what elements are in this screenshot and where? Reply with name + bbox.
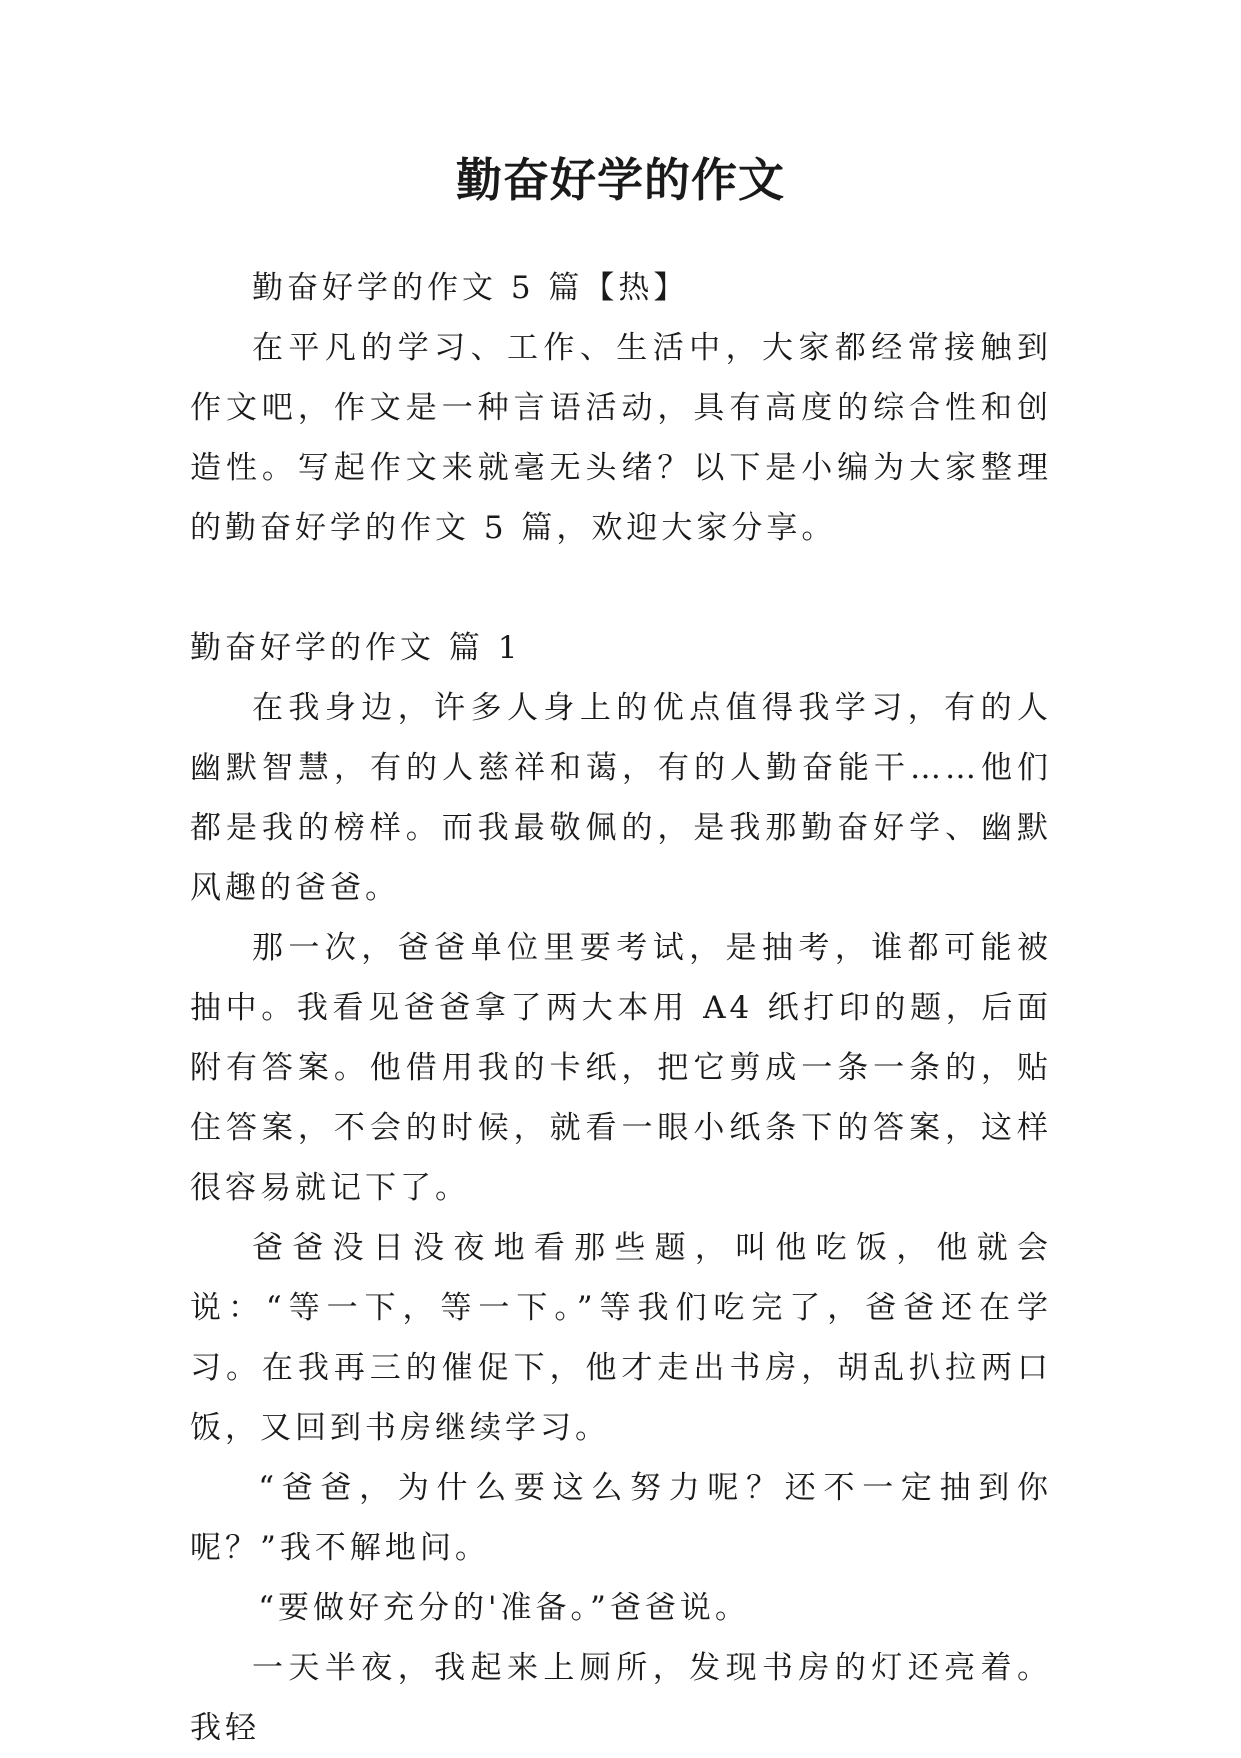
- section-spacer: [190, 558, 1052, 618]
- body-paragraph: 爸爸没日没夜地看那些题，叫他吃饭，他就会说：“等一下，等一下。”等我们吃完了，爸爸还在学习。在我再三的催促下，他才走出书房，胡乱扒拉两口饭，又回到书房继续学习。: [190, 1230, 1052, 1446]
- body-paragraph: “爸爸，为什么要这么努力呢？还不一定抽到你呢？”我不解地问。: [190, 1470, 1052, 1566]
- body-paragraph: 那一次，爸爸单位里要考试，是抽考，谁都可能被抽中。我看见爸爸拿了两大本用 A4 纸打印的题，后面附有答案。他借用我的卡纸，把它剪成一条一条的，贴住答案，不会的时候，就看一眼小纸条下的答案，这样很容易就记下了。: [190, 930, 1052, 1206]
- document-subtitle: 勤奋好学的作文 5 篇【热】: [252, 270, 689, 306]
- section-heading: 勤奋好学的作文 篇 1: [190, 630, 522, 666]
- body-paragraph: 一天半夜，我起来上厕所，发现书房的灯还亮着。我轻: [190, 1650, 1052, 1746]
- intro-paragraph: 在平凡的学习、工作、生活中，大家都经常接触到作文吧，作文是一种言语活动，具有高度的综合性和创造性。写起作文来就毫无头绪？以下是小编为大家整理的勤奋好学的作文 5 篇，欢迎大家分享。: [190, 330, 1052, 546]
- body-paragraph: 在我身边，许多人身上的优点值得我学习，有的人幽默智慧，有的人慈祥和蔼，有的人勤奋能干……他们都是我的榜样。而我最敬佩的，是我那勤奋好学、幽默风趣的爸爸。: [190, 690, 1052, 906]
- document-title: 勤奋好学的作文: [456, 153, 785, 207]
- body-paragraph: “要做好充分的'准备。”爸爸说。: [258, 1590, 750, 1626]
- document-body: [190, 258, 1052, 1758]
